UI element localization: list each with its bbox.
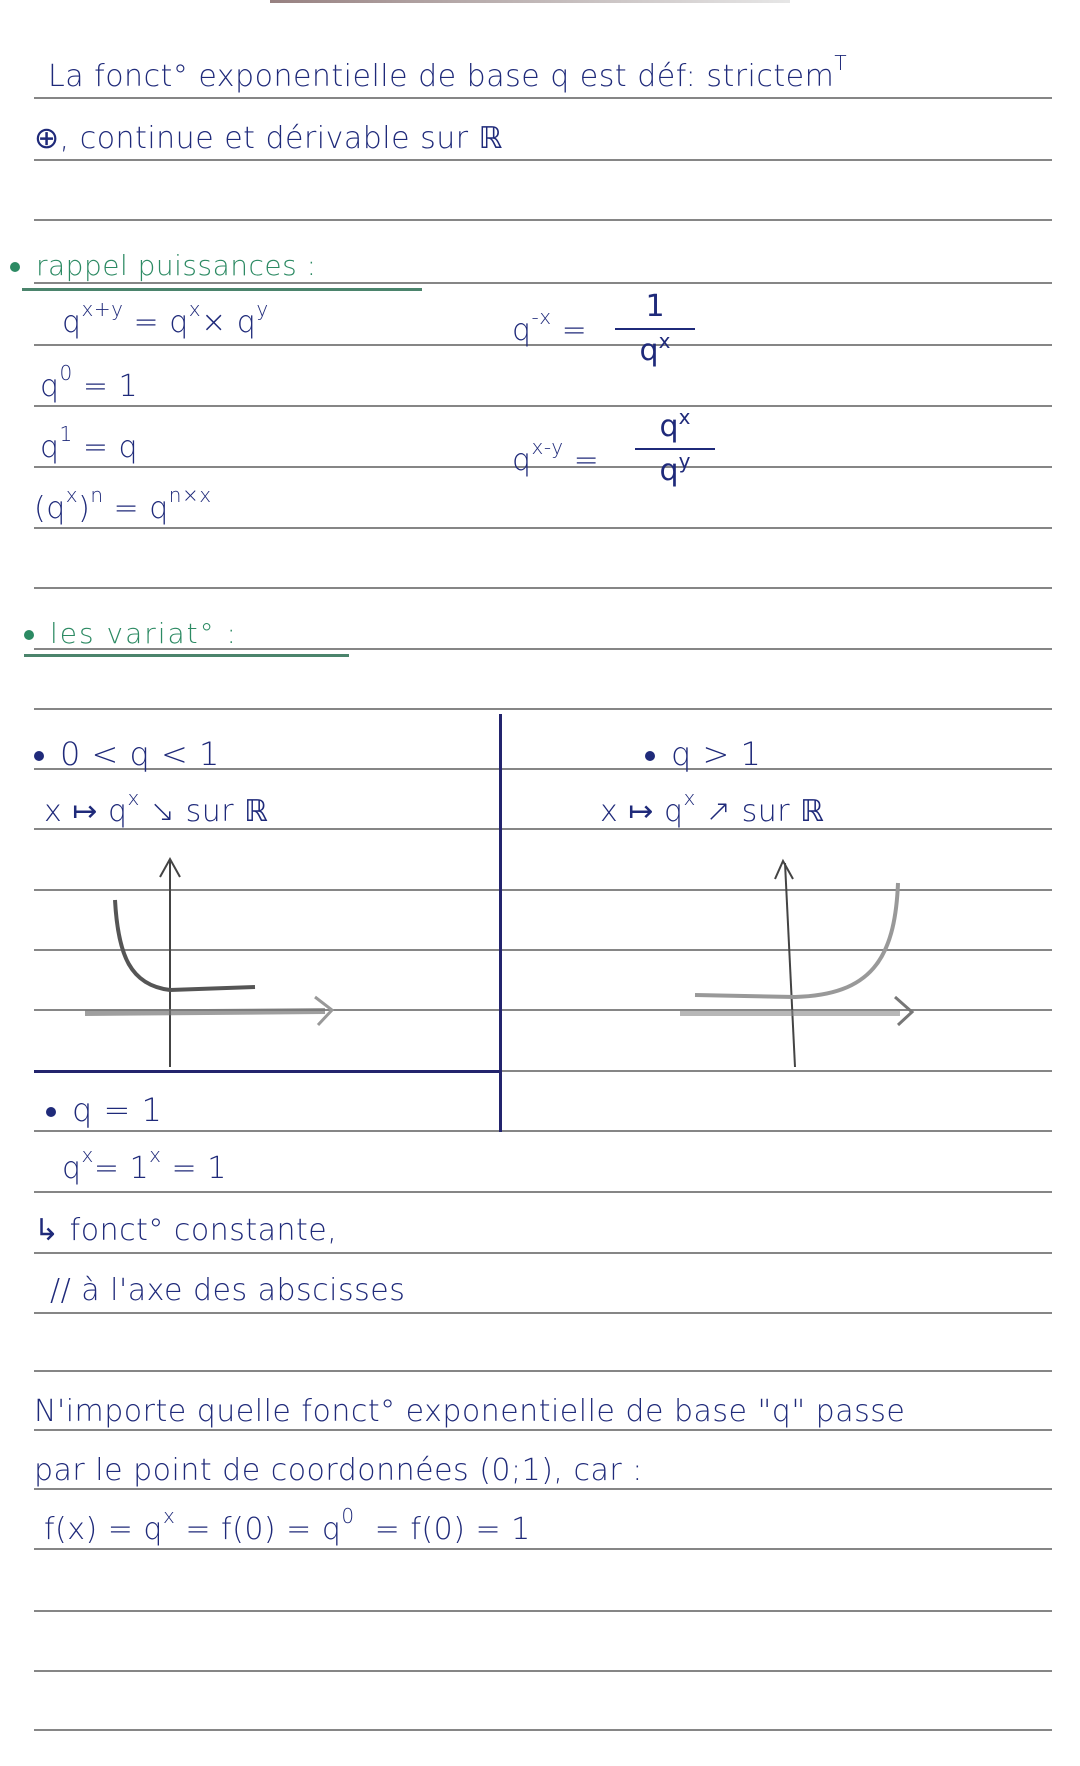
rule-line xyxy=(34,1729,1052,1731)
rule-line xyxy=(34,587,1052,589)
conclusion-line-3: $f(x) = q^x = f(0) = q^0 = f(0) = 1$ xyxy=(44,1504,531,1547)
decreasing-statement: x ↦ $q^x$ ↘ sur ℝ xyxy=(44,786,269,829)
rappel-heading-text: rappel puissances : xyxy=(36,249,317,282)
decreasing-arrow-icon: ↘ xyxy=(149,794,176,829)
rule-line xyxy=(34,1670,1052,1672)
q-equals-1-equation: $q^x= 1^x = 1$ xyxy=(62,1143,227,1186)
intro-text: La fonct° exponentielle de base q est déf: strictem xyxy=(48,59,835,94)
column-divider xyxy=(499,714,502,1132)
intro-text-2: , continue et dérivable sur ℝ xyxy=(59,121,503,156)
parallel-to-abscissa-note: // à l'axe des abscisses xyxy=(50,1273,406,1308)
rule-quotient: $q^{x-y}$ = xyxy=(512,435,600,478)
rule-line xyxy=(34,527,1052,529)
condition-q-between-0-1: 0 < q < 1 xyxy=(34,738,220,770)
variations-heading-text: les variat° : xyxy=(50,617,238,650)
rule-first-power: $q^1 = q$ xyxy=(40,422,139,465)
heading-underline xyxy=(24,654,349,657)
rule-line xyxy=(34,159,1052,161)
bullet-icon xyxy=(46,1107,56,1117)
heading-underline xyxy=(22,288,422,291)
rule-line xyxy=(34,1548,1052,1550)
variations-heading xyxy=(24,617,238,650)
rappel-heading xyxy=(10,249,317,282)
intro-line-1 xyxy=(48,51,848,94)
bullet-icon xyxy=(34,751,44,761)
rule-line xyxy=(34,219,1052,221)
intro-line-2 xyxy=(34,121,503,156)
rule-line xyxy=(34,405,1052,407)
constant-function-note: ↳ fonct° constante, xyxy=(34,1213,338,1248)
increasing-exponential-graph xyxy=(650,845,940,1075)
bullet-icon xyxy=(645,751,655,761)
rule-line xyxy=(34,1191,1052,1193)
bullet-icon xyxy=(10,262,20,272)
increasing-statement: x ↦ $q^x$ ↗ sur ℝ xyxy=(600,786,825,829)
rule-line xyxy=(34,282,1052,284)
rule-zero-power: $q^0 = 1$ xyxy=(40,361,139,404)
rule-line xyxy=(34,1252,1052,1254)
intro-superscript: T xyxy=(834,51,848,75)
bullet-icon xyxy=(24,630,34,640)
rule-line xyxy=(34,1370,1052,1372)
conclusion-line-1: N'importe quelle fonct° exponentielle de base "q" passe xyxy=(34,1394,906,1429)
rule-line xyxy=(34,1130,1052,1132)
decreasing-exponential-graph xyxy=(70,845,360,1075)
conclusion-line-2: par le point de coordonnées (0;1), car : xyxy=(34,1453,643,1488)
fraction-qx-over-qy: $q^x$ $q^y$ xyxy=(635,412,715,486)
rule-line xyxy=(34,1312,1052,1314)
fraction-one-over-qx: 1 $q^x$ xyxy=(615,292,695,366)
rule-line xyxy=(34,1610,1052,1612)
rule-negative-exponent: $q^{-x}$ = xyxy=(512,305,588,348)
rule-line xyxy=(34,708,1052,710)
page-top-edge-mark xyxy=(270,0,790,3)
rule-line xyxy=(34,1488,1052,1490)
rule-line xyxy=(34,97,1052,99)
condition-q-greater-1: q > 1 xyxy=(645,738,761,770)
rule-power-of-power: $(q^x)^n = q^{n\times x}$ xyxy=(34,483,212,526)
condition-q-equals-1: q = 1 xyxy=(46,1094,162,1126)
rule-product: $q^{x+y} = q^x\times q^y$ xyxy=(62,297,269,340)
circled-plus-icon: ⊕ xyxy=(34,121,60,156)
rule-line xyxy=(34,1429,1052,1431)
increasing-arrow-icon: ↗ xyxy=(705,794,732,829)
